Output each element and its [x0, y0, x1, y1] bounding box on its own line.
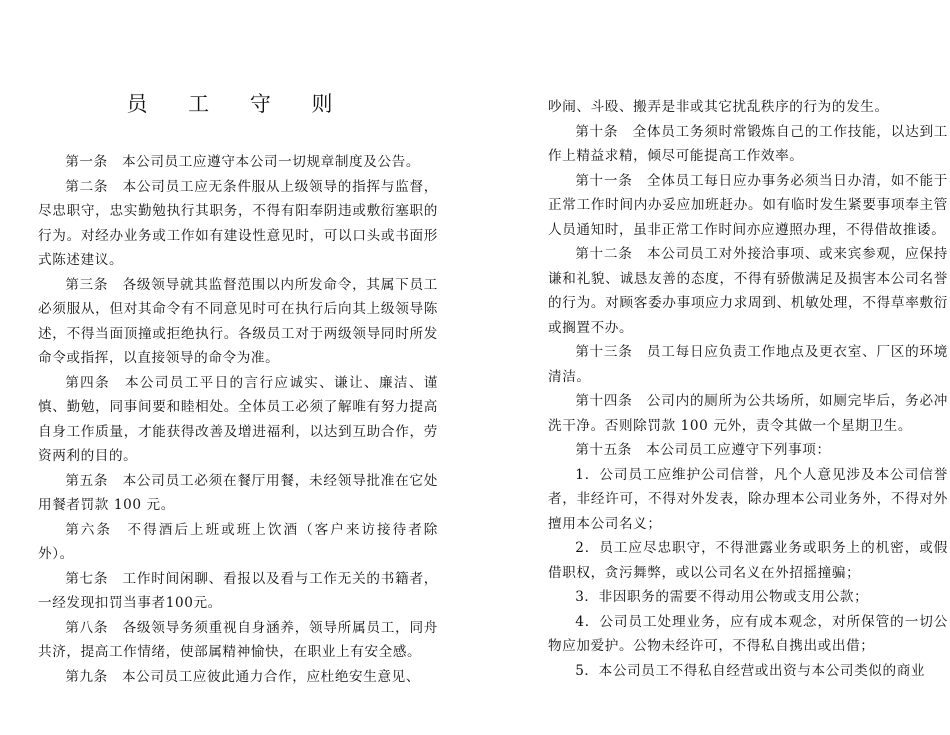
document-title: 员 工 守 则 [126, 92, 350, 116]
article-4: 第四条 本公司员工平日的言行应诚实、谦让、廉洁、谨慎、勤勉，同事间要和睦相处。全体员工必须了解唯有努力提高自身工作质量，才能获得改善及增进福利，以达到互助合作，劳资两利的目的。 [38, 374, 438, 464]
article-10: 第十条 全体员工务须时常锻炼自己的工作技能，以达到工作上精益求精，倾尽可能提高工作效率。 [548, 123, 948, 164]
article-8: 第八条 各级领导务须重视自身涵养，领导所属员工，同舟共济，提高工作情绪，使部属精神愉快，在职业上有安全感。 [38, 619, 438, 660]
article-7: 第七条 工作时间闲聊、看报以及看与工作无关的书籍者，一经发现扣罚当事者100元。 [38, 570, 438, 611]
right-column [548, 0, 948, 683]
article-12: 第十二条 本公司员工对外接洽事项、或来宾参观，应保持谦和礼貌、诚恳友善的态度，不得有骄傲满足及损害本公司名誉的行为。对顾客委办事项应力求周到、机敏处理，不得草率敷衍或搁置不办。 [548, 246, 948, 336]
article-15-item-5: 5．本公司员工不得私自经营或出资与本公司类似的商业 [575, 662, 926, 679]
article-15-item-2: 2．员工应尽忠职守，不得泄露业务或职务上的机密，或假借职权，贪污舞弊，或以公司名义在外招摇撞骗； [548, 540, 948, 581]
article-9-continuation: 吵闹、斗殴、搬弄是非或其它扰乱秩序的行为的发生。 [548, 99, 889, 115]
article-15-item-4: 4．公司员工处理业务，应有成本观念，对所保管的一切公物应加爱护。公物未经许可，不得私自携出或出借； [548, 613, 948, 654]
left-column [38, 0, 438, 689]
article-3: 第三条 各级领导就其监督范围以内所发命令，其属下员工必须服从，但对其命令有不同意见时可在执行后向其上级领导陈述，不得当面顶撞或拒绝执行。各级员工对于两级领导同时所发命令或指挥，以直接领导的命令为准。 [38, 276, 438, 366]
article-11: 第十一条 全体员工每日应办事务必须当日办清，如不能于正常工作时间内办妥应加班赶办。如有临时发生紧要事项奉主管人员通知时，虽非正常工作时间亦应遵照办理，不得借故推诿。 [548, 172, 948, 238]
article-2: 第二条 本公司员工应无条件服从上级领导的指挥与监督，尽忠职守，忠实勤勉执行其职务，不得有阳奉阴违或敷衍塞职的行为。对经办业务或工作如有建设性意见时，可以口头或书面形式陈述建议。 [38, 178, 438, 268]
article-5: 第五条 本公司员工必须在餐厅用餐，未经领导批准在它处用餐者罚款 100 元。 [38, 472, 438, 513]
article-1: 第一条 本公司员工应遵守本公司一切规章制度及公告。 [65, 154, 421, 170]
article-6: 第六条 不得酒后上班或班上饮酒（客户来访接待者除外）。 [38, 521, 438, 562]
article-15-item-1: 1．公司员工应维护公司信誉，凡个人意见涉及本公司信誉者，非经许可，不得对外发表，除办理本公司业务外，不得对外擅用本公司名义； [548, 466, 948, 532]
article-14: 第十四条 公司内的厕所为公共场所，如厕完毕后，务必冲洗干净。否则除罚款 100 元外，责令其做一个星期卫生。 [548, 393, 948, 434]
article-13: 第十三条 员工每日应负责工作地点及更衣室、厂区的环境清洁。 [548, 344, 948, 385]
article-15: 第十五条 本公司员工应遵守下列事项： [575, 442, 831, 458]
article-9: 第九条 本公司员工应彼此通力合作，应杜绝安生意见、 [65, 668, 421, 685]
article-15-item-3: 3．非因职务的需要不得动用公物或支用公款； [575, 589, 869, 605]
